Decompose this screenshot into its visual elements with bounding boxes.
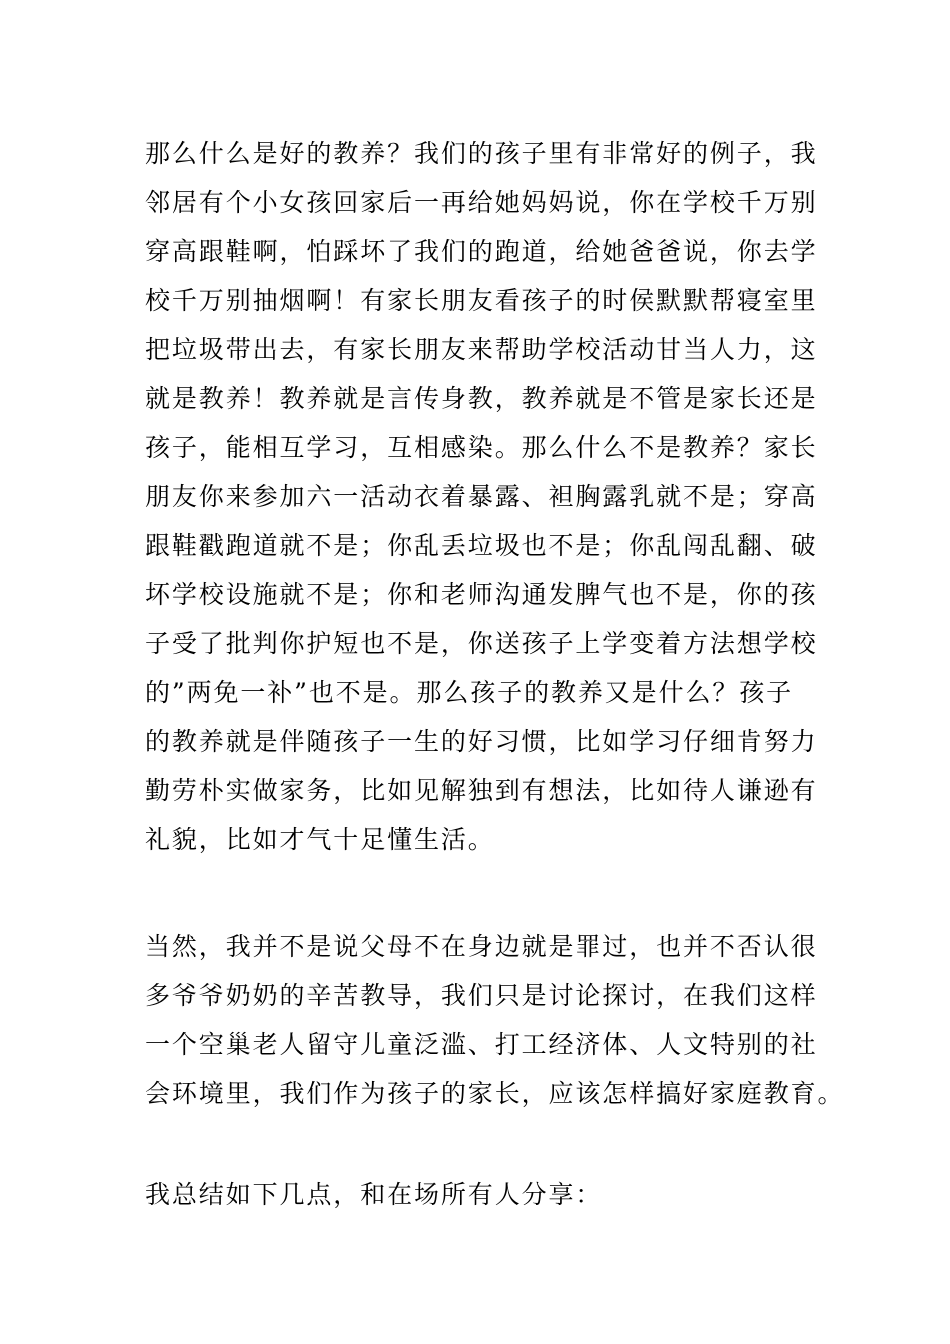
text-line: 会环境里，我们作为孩子的家长，应该怎样搞好家庭教育。: [145, 1079, 845, 1108]
text-line: 邻居有个小女孩回家后一再给她妈妈说，你在学校千万别: [145, 188, 818, 217]
text-line: 我总结如下几点，和在场所有人分享：: [145, 1180, 603, 1209]
text-line: 的”两免一补”也不是。那么孩子的教养又是什么？孩子: [145, 678, 794, 707]
text-line: 朋友你来参加六一活动衣着暴露、袒胸露乳就不是；穿高: [145, 482, 818, 511]
paragraph-1: [145, 129, 818, 864]
text-line: 校千万别抽烟啊！有家长朋友看孩子的时侯默默帮寝室里: [145, 286, 818, 315]
text-line: 当然，我并不是说父母不在身边就是罪过，也并不否认很: [145, 932, 818, 961]
paragraph-2: [145, 922, 845, 1118]
text-line: 的教养就是伴随孩子一生的好习惯，比如学习仔细肯努力: [145, 727, 818, 756]
text-line: 那么什么是好的教养？我们的孩子里有非常好的例子，我: [145, 139, 818, 168]
text-line: 就是教养！教养就是言传身教，教养就是不管是家长还是: [145, 384, 818, 413]
text-line: 穿高跟鞋啊，怕踩坏了我们的跑道，给她爸爸说，你去学: [145, 237, 818, 266]
text-line: 多爷爷奶奶的辛苦教导，我们只是讨论探讨，在我们这样: [145, 981, 818, 1010]
text-line: 坏学校设施就不是；你和老师沟通发脾气也不是，你的孩: [145, 580, 818, 609]
text-line: 孩子，能相互学习，互相感染。那么什么不是教养？家长: [145, 433, 818, 462]
text-line: 礼貌，比如才气十足懂生活。: [145, 825, 495, 854]
text-line: 子受了批判你护短也不是，你送孩子上学变着方法想学校: [145, 629, 818, 658]
text-line: 把垃圾带出去，有家长朋友来帮助学校活动甘当人力，这: [145, 335, 818, 364]
text-line: 一个空巢老人留守儿童泛滥、打工经济体、人文特别的社: [145, 1030, 818, 1059]
paragraph-3: [145, 1170, 810, 1219]
text-line: 勤劳朴实做家务，比如见解独到有想法，比如待人谦逊有: [145, 776, 818, 805]
text-line: 跟鞋戳跑道就不是；你乱丢垃圾也不是；你乱闯乱翻、破: [145, 531, 818, 560]
